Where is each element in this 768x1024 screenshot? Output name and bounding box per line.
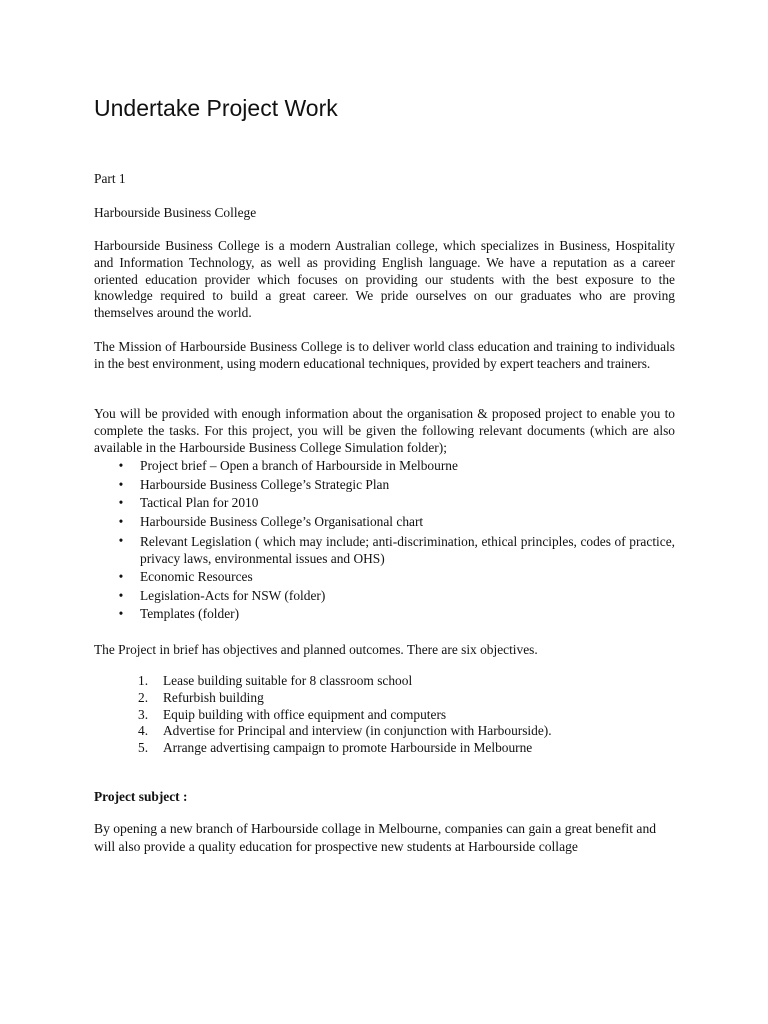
bullet-icon: •: [118, 587, 124, 603]
list-item: [94, 740, 675, 757]
bullet-icon: •: [118, 568, 124, 584]
list-item: [94, 568, 675, 587]
document-title: Undertake Project Work: [94, 95, 338, 121]
list-item: [94, 532, 675, 568]
part-label: Part 1: [94, 171, 126, 186]
mission-paragraph: The Mission of Harbourside Business College is to deliver world class education and training to individuals in the best environment, using modern educational techniques, provided by expert teachers and trainers.: [94, 339, 675, 371]
bullet-icon: •: [118, 458, 124, 473]
list-item-text: Equip building with office equipment and computers: [163, 706, 447, 722]
list-item-text: Advertise for Principal and interview (in conjunction with Harbourside).: [163, 723, 552, 739]
list-item-number: 1.: [138, 673, 149, 688]
list-item-number: 5.: [138, 740, 149, 756]
list-item-text: Economic Resources: [140, 568, 253, 584]
list-item-text: Tactical Plan for 2010: [140, 495, 259, 511]
list-item: [94, 673, 675, 690]
documents-list: [94, 457, 675, 624]
objectives-list: [94, 673, 675, 757]
list-item: [94, 476, 675, 495]
list-item: [94, 587, 675, 606]
list-item-number: 4.: [138, 723, 149, 739]
list-item: [94, 457, 675, 476]
list-item-number: 2.: [138, 689, 149, 705]
college-name: Harbourside Business College: [94, 205, 257, 220]
list-item-text: Harbourside Business College’s Organisational chart: [140, 514, 424, 530]
list-item: [94, 494, 675, 513]
list-item: [94, 605, 675, 624]
list-item-text: Project brief – Open a branch of Harbourside in Melbourne: [140, 458, 458, 473]
list-item: [94, 690, 675, 707]
bullet-icon: •: [118, 532, 124, 548]
list-item: [94, 707, 675, 724]
intro-paragraph: Harbourside Business College is a modern Australian college, which specializes in Business, Hospitality and Information Technology, as well as providing English language. We have a reputation as a career oriented education provider which focuses on providing our students with the best exposure to the knowledge required to build a great career. We pride ourselves on our graduates who are proving themselves around the world.: [94, 238, 675, 321]
list-item-text: Refurbish building: [163, 689, 264, 705]
list-item: [94, 723, 675, 740]
provided-documents-paragraph: You will be provided with enough information about the organisation & proposed project to enable you to complete the tasks. For this project, you will be given the following relevant documents (which are also available in the Harbourside Business College Simulation folder);: [94, 406, 675, 455]
list-item-text: Relevant Legislation ( which may include; anti-discrimination, ethical principles, codes of practice, privacy laws, environmental issues and OHS): [140, 533, 675, 566]
list-item-text: Arrange advertising campaign to promote Harbourside in Melbourne: [163, 740, 533, 756]
bullet-icon: •: [118, 514, 124, 530]
bullet-icon: •: [118, 495, 124, 511]
list-item-text: Lease building suitable for 8 classroom school: [163, 673, 413, 688]
bullet-icon: •: [118, 476, 124, 492]
bullet-icon: •: [118, 606, 124, 622]
list-item-text: Legislation-Acts for NSW (folder): [140, 587, 326, 603]
list-item-number: 3.: [138, 706, 149, 722]
list-item-text: Templates (folder): [140, 606, 240, 622]
list-item: [94, 513, 675, 532]
project-subject-paragraph: By opening a new branch of Harbourside collage in Melbourne, companies can gain a great benefit and will also provide a quality education for prospective new students at Harbourside collage: [94, 821, 657, 855]
objectives-intro: The Project in brief has objectives and planned outcomes. There are six objectives.: [94, 642, 538, 657]
list-item-text: Harbourside Business College’s Strategic Plan: [140, 476, 390, 492]
project-subject-heading: Project subject :: [94, 789, 188, 804]
